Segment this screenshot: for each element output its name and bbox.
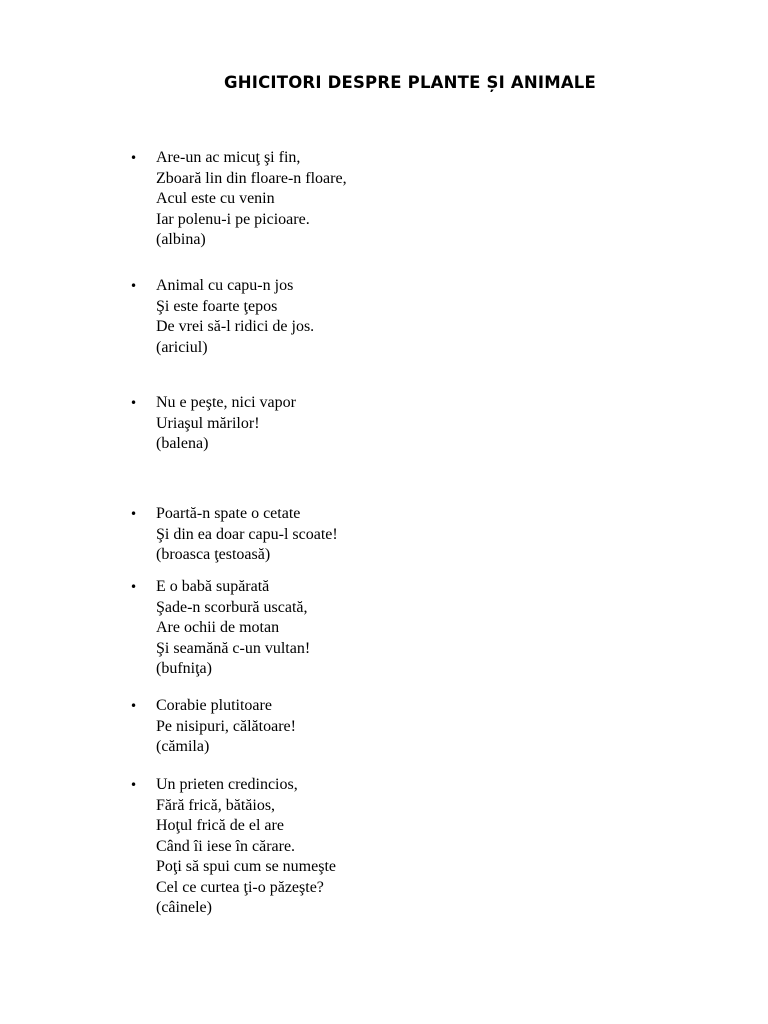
riddle-line: Fără frică, bătăios, (156, 796, 276, 814)
riddle-line: Şi din ea doar capu-l scoate! (156, 525, 338, 543)
riddle-text (156, 696, 296, 758)
riddle-text (156, 276, 314, 358)
riddle-line: Zboară lin din floare-n floare, (156, 169, 347, 187)
riddle-line: Cel ce curtea ţi-o păzeşte? (156, 878, 324, 896)
riddle-text (156, 148, 347, 251)
riddle-answer: (cămila) (156, 738, 210, 755)
page-title: GHICITORI DESPRE PLANTE ȘI ANIMALE (224, 73, 596, 92)
bullet-icon: • (130, 151, 138, 165)
riddle-line: Nu e peşte, nici vapor (156, 394, 296, 411)
bullet-icon: • (130, 396, 138, 410)
riddle-line: Uriaşul mărilor! (156, 414, 260, 432)
riddle-answer: (bufniţa) (156, 660, 212, 677)
riddle-line: Poţi să spui cum se numeşte (156, 858, 336, 875)
riddle-text (156, 504, 338, 566)
bullet-icon: • (130, 580, 138, 594)
riddle-answer: (ariciul) (156, 338, 208, 356)
riddle-answer: (câinele) (156, 899, 212, 916)
riddle-line: Şi seamănă c-un vultan! (156, 639, 311, 657)
riddle-line: Corabie plutitoare (156, 697, 272, 714)
riddle-answer: (albina) (156, 231, 206, 248)
riddle-answer: (balena) (156, 435, 209, 452)
riddle-line: Animal cu capu-n jos (156, 277, 294, 294)
riddle-text (156, 577, 310, 680)
riddle-answer: (broasca ţestoasă) (156, 546, 271, 563)
riddle-line: Hoţul frică de el are (156, 817, 284, 834)
riddle-line: E o babă supărată (156, 578, 270, 595)
bullet-icon: • (130, 699, 138, 713)
riddle-line: Şade-n scorbură uscată, (156, 598, 308, 616)
bullet-icon: • (130, 778, 138, 792)
riddle-line: Iar polenu-i pe picioare. (156, 210, 310, 228)
riddle-text (156, 775, 336, 919)
riddle-line: Are ochii de motan (156, 619, 280, 636)
riddle-line: De vrei să-l ridici de jos. (156, 318, 315, 335)
bullet-icon: • (130, 507, 138, 521)
riddle-text (156, 393, 296, 455)
riddle-line: Când îi iese în cărare. (156, 837, 296, 855)
riddle-line: Acul este cu venin (156, 190, 275, 207)
riddle-line: Şi este foarte ţepos (156, 297, 278, 315)
riddle-line: Pe nisipuri, călătoare! (156, 717, 296, 735)
riddle-line: Are-un ac micuţ şi fin, (156, 149, 301, 166)
riddle-line: Poartă-n spate o cetate (156, 505, 301, 522)
bullet-icon: • (130, 279, 138, 293)
riddle-line: Un prieten credincios, (156, 776, 298, 793)
